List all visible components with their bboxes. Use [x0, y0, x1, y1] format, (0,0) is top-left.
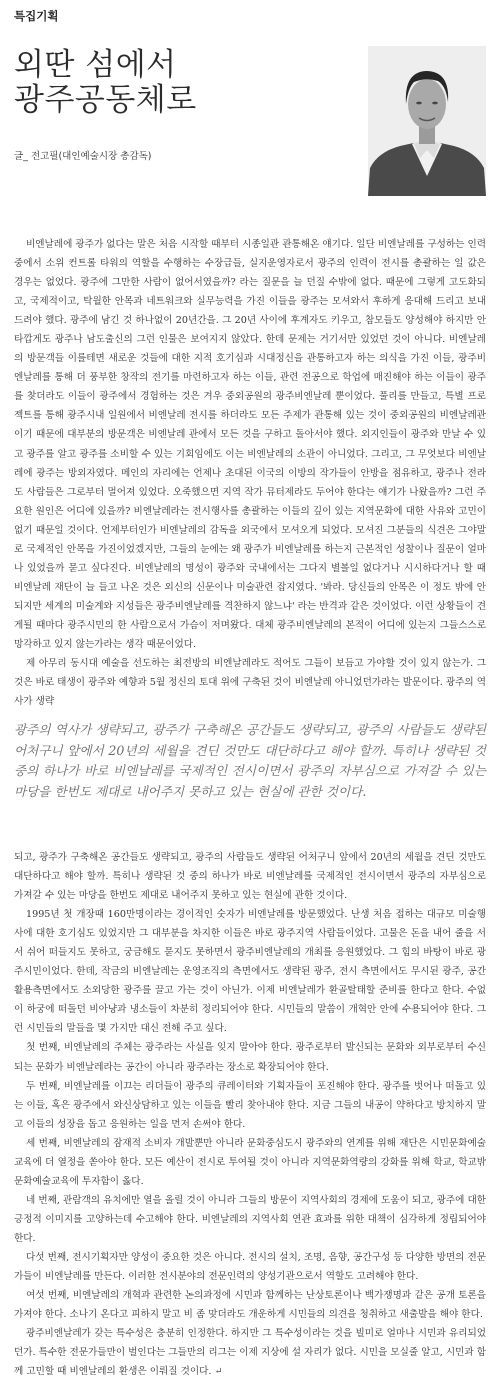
- paragraph: 두 번째, 비엔날레를 이끄는 리더들이 광주의 큐레이터와 기획자들이 포진해야 한다. 광주를 벗어나 떠돌고 있는 이들, 혹은 광주에서 와신상담하고 있는 이들을 빨리 찾아내야 한다. 지금 그들의 내공이 약하다고 방치하지 말고 이들의 성장을 돕고 응원하는 일을 먼저 손써야 한다.: [14, 1080, 486, 1130]
- author-portrait-icon: [368, 46, 486, 196]
- paragraph: 네 번째, 관람객의 유치에만 열을 올릴 것이 아니라 그들의 방문이 지역사회의 경제에 도움이 되고, 광주에 대한 긍정적 이미지를 고양하는데 수고해야 한다. 비엔날레의 지역사회 연관 효과를 위한 대책이 심각하게 정립되어야 한다.: [14, 1194, 486, 1244]
- paragraph: 여섯 번째, 비엔날레의 개혁과 관련한 논의과정에 시민과 함께하는 난상토론이나 백가쟁명과 같은 공개 토론을 가져야 한다. 소나기 온다고 피하지 말고 비 좀 맞더라도 개운하게 시민들의 의견을 청취하고 새출발을 해야 한다.: [14, 1290, 486, 1321]
- paragraph: 되고, 광주가 구축해온 공간들도 생략되고, 광주의 사람들도 생략된 어처구니 앞에서 20년의 세월을 견딘 것만도 대단하다고 해야 할까. 특히나 생략된 것 중의 하나가 바로 비엔날레를 국제적인 전시이면서 광주의 자부심으로 가져갈 수 있는 마당을 한번도 제대로 내어주지 못하고 있는 현실에 관한 것이다.: [14, 852, 486, 902]
- article-body-part2: [14, 848, 486, 1381]
- paragraph: 비엔날레에 광주가 없다는 말은 처음 시작할 때부터 시종일관 관통해온 얘기다. 일단 비엔날레를 구성하는 인력중에서 소위 컨트롤 타워의 역할을 수행하는 수장급들, 실지운영자로서 광주의 인력이 전시를 총괄하는 일 값은 경우는 없었다. 광주에 그만한 사람이 없어서였을까? 라는 질문을 늘 던질 수밖에 없다. 때문에 그렇게 고도화되고, 국제적이고, 탁월한 안목과 네트워크와 실무능력을 가진 이들을 광주는 모셔와서 후하게 응대해 드리고 보내 드려야 했다. 광주에 남긴 것 하나없이 20년간을. 그 20년 사이에 후계자도 키우고, 참모들도 양성해야 하지만 안타깝게도 광주나 남도출신의 그런 인물은 보여지지 않았다. 한데 문제는 거기서만 있었던 것이 아니다. 비엔날레의 방문객들 이를테면 새로운 것들에 대한 지적 호기심과 시대정신을 관통하고자 하는 의식을 가진 이들, 광주비엔날레를 통해 더 풍부한 창작의 전기를 마련하고자 하는 이들, 관련 전공으로 학업에 매진해야 하는 이들이 광주를 찾더라도 이들이 광주에서 경험하는 것은 겨우 중외공원의 광주비엔날레 뿐이었다. 풀리를 만들고, 특별 프로젝트를 통해 광주시내 일원에서 비엔날레 전시를 하더라도 모든 주제가 관통해 있는 것이 중외공원의 비엔날레관이기 때문에 대부분의 방문객은 비엔날레 관에서 모든 것을 구하고 돌아서야 했다. 외지인들이 광주와 만날 수 있고 광주를 알고 광주를 소비할 수 있는 기회임에도 이는 비엔날레의 소관이 아니었다. 그리고, 그 무엇보다 비엔날레에 광주는 방외자였다. 메인의 자리에는 언제나 초대된 이국의 이방의 작가들이 안방을 점유하고, 광주나 전라도 사람들은 그로부터 멀어져 있었다. 오죽했으면 지역 작가 뮤터제라도 두어야 한다는 얘기가 나왔을까? 그런 주요한 원인은 어디에 있을까? 비엔날레라는 전시행사를 총괄하는 이들의 깊이 있는 지역문화에 대한 사유와 고민이 없기 때문일 것이다. 언제부터인가 비엔날레의 감독을 외국에서 모셔오게 되었다. 모셔진 그분들의 식견은 그야말로 국제적인 안목을 가진이었겠지만, 그들의 눈에는 왜 광주가 비엔날레를 하는지 근본적인 성찰이나 질문이 얼마나 있었을까 묻고 싶다진다. 비엔날레의 명성이 광주와 국내에서는 그다지 별볼일 없다거나 시시하다거나 할 때 비엔날레 재단이 늘 들고 나온 것은 외신의 신문이나 미술관련 잡지였다. '봐라. 당신들의 안목은 이 정도 밖에 안되지만 세계의 미술계와 지성들은 광주비엔날레를 격찬하지 않느냐' 라는 반격과 같은 것이었다. 이런 상황들이 견게될 때마다 광주시민의 한 사람으로서 가슴이 저며왔다. 대체 광주비엔날레의 본적이 어디에 있는지 그들스스로 망각하고 있지 않는가라는 생각 때문이었다.: [14, 239, 486, 650]
- paragraph: 1995년 첫 개장때 160만명이라는 경이적인 숫자가 비엔날레를 방문했었다. 난생 처음 접하는 대규모 미술행사에 대한 호기심도 있었지만 그 대부분을 차지한 이들은 바로 광주지역 사람들이었다. 고물은 돈을 내어 줄을 서서 쉬어 떠들지도 못하고, 궁금해도 묻지도 못하면서 광주비엔날레의 개최를 응원했었다. 그 힘의 바탕이 바로 광주시민이었다. 한데, 작금의 비엔날레는 운영조직의 측면에서도 생략된 광주, 전시 측면에서도 무시된 광주, 공간활용측면에서도 소외당한 광주를 끌고 가는 것이 아닌가. 이제 비엔날레가 환골탈태할 준비를 한다고 한다. 수없이 하궁에 떠돌던 비아냥과 냉소들이 차분히 정리되어야 한다. 시민들의 말씀이 개혁안 안에 수용되어야 한다. 그런 시민들의 말들을 몇 가지만 대신 전해 주고 싶다.: [14, 909, 486, 1035]
- pull-quote: 광주의 역사가 생략되고, 광주가 구축해온 공간들도 생략되고, 광주의 사람들도 생략된 어처구니 앞에서 20년의 세월을 견딘 것만도 대단하다고 해야 할까. 특히나 생략된 것 중의 하나가 바로 비엔날레를 국제적인 전시이면서 광주의 자부심으로 가져갈 수 있는 마당을 한번도 제대로 내어주지 못하고 있는 현실에 관한 것이다.: [14, 722, 486, 799]
- article-body-part1: [14, 235, 486, 711]
- end-mark-icon: ↵: [214, 1366, 223, 1378]
- title-line-2: 광주공동체로: [14, 82, 197, 118]
- article-title: [14, 48, 197, 118]
- paragraph: 첫 번째, 비엔날레의 주체는 광주라는 사실을 잊지 말아야 한다. 광주로부터 발신되는 문화와 외부로부터 수신되는 문화가 비엔날레라는 공간이 아니라 광주라는 장소로 확장되어야 한다.: [14, 1042, 486, 1073]
- author-portrait: [368, 46, 486, 196]
- paragraph: [14, 1324, 486, 1381]
- section-tag: 특집기획: [14, 9, 59, 23]
- paragraph: 세 번째, 비엔날레의 잠재적 소비자 개발뿐만 아니라 문화중심도시 광주와의 연계를 위해 재단은 시민문화예술교육에 더 열정을 쏟아야 한다. 모든 예산이 전시로 투여될 것이 아니라 지역문화역량의 강화를 위해 학교, 학교밖 문화예술교육에 투자함이 옳다.: [14, 1137, 486, 1187]
- title-line-1: 외딴 섬에서: [14, 47, 177, 83]
- paragraph: 제 아무리 동시대 예술을 선도하는 최전방의 비엔날레라도 적어도 그들이 보듬고 가야할 것이 있지 않는가. 그것은 바로 태생이 광주와 예향과 5월 정신의 토대 위에 구축된 것이 비엔날레 아니었던가라는 발문이다. 광주의 역사가 생략: [14, 658, 486, 708]
- byline: 글_ 전고필(대인예술시장 총감독): [14, 151, 152, 162]
- paragraph-text: 광주비엔날레가 갖는 특수성은 충분히 인정한다. 하지만 그 특수성이라는 것을 빌미로 얼마나 시민과 유리되었던가. 특수한 전문가들만이 벌인다는 그들만의 리그는 이제 지상에 설 자리가 없다. 시민을 모실줄 알고, 시민과 함께 고민할 때 비엔날레의 환생은 이뤄질 것이다.: [14, 1328, 486, 1378]
- paragraph: 다섯 번째, 전시기획자만 양성이 중요한 것은 아니다. 전시의 설치, 조명, 음향, 공간구성 등 다양한 방면의 전문가들이 비엔날레를 만든다. 이러한 전시분야의 전문인력의 양성기관으로서 역할도 고려해야 한다.: [14, 1251, 486, 1283]
